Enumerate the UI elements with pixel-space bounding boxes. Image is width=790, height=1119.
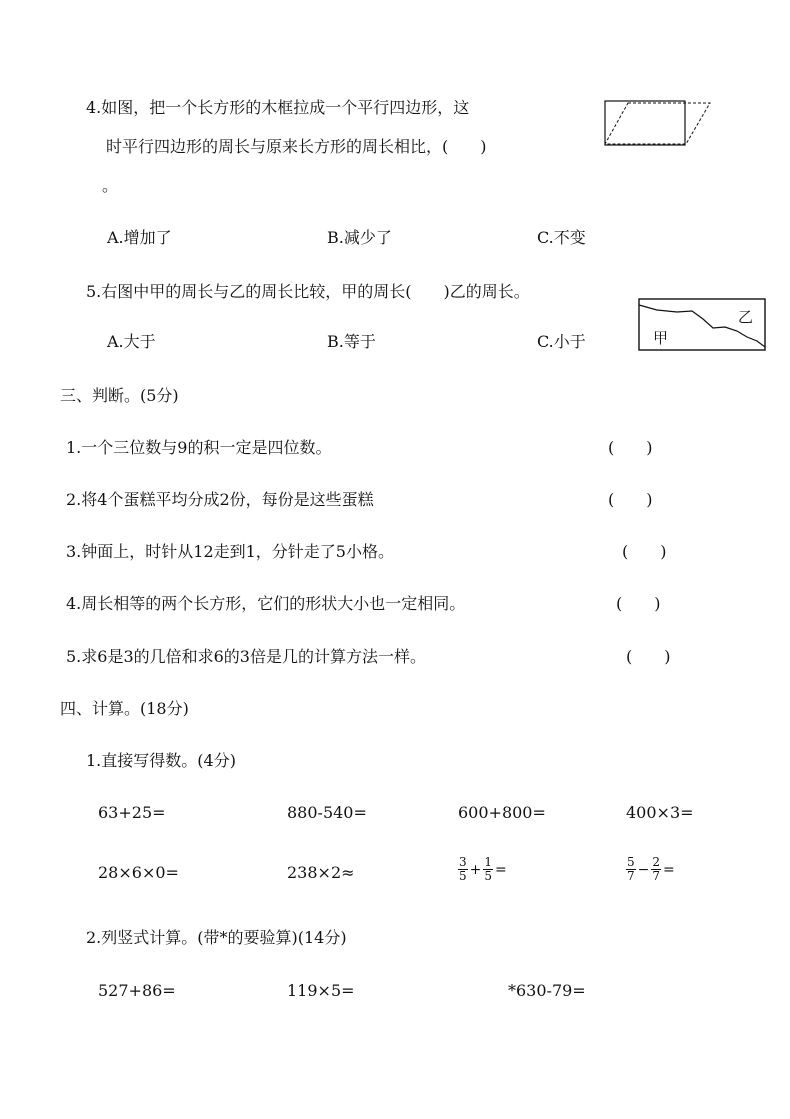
calc-r3-c3: *630-79= [508,981,586,1000]
q4-text-line3: 。 [102,176,119,195]
s3-item1-blank: ( ) [608,438,653,457]
q5-option-c: C.小于 [537,332,586,351]
frac1-operator: + [469,861,482,878]
frac1-denominator-2: 5 [484,869,493,883]
frac1-numerator-2: 1 [484,855,493,869]
frac2-numerator-1: 5 [627,855,635,869]
q4-text-line1: 4.如图，把一个长方形的木框拉成一个平行四边形，这 [86,98,470,117]
section4-title: 四、计算。(18分) [60,699,189,718]
fraction-expression-1 [458,856,509,883]
q4-option-a: A.增加了 [107,228,172,247]
calc-r1-c2: 880-540= [287,803,367,822]
calc-r1-c3: 600+800= [458,803,546,822]
q4-option-c: C.不变 [537,228,586,247]
q4-option-b: B.减少了 [327,228,392,247]
q4-text-line2: 时平行四边形的周长与原来长方形的周长相比，( ) [106,137,487,156]
frac2-operator: − [637,861,650,878]
calc-r3-c2: 119×5= [287,981,355,1000]
s3-item5-text: 5.求6是3的几倍和求6的3倍是几的计算方法一样。 [66,647,426,666]
frac2-numerator-2: 2 [652,855,661,869]
s3-item4-text: 4.周长相等的两个长方形，它们的形状大小也一定相同。 [66,594,466,613]
s3-item5-blank: ( ) [626,647,671,666]
s3-item3-blank: ( ) [622,542,667,561]
yi-label: 乙 [738,308,754,326]
frac1-equals: = [495,861,507,878]
calc-r2-c2: 238×2≈ [287,863,355,882]
q5-text: 5.右图中甲的周长与乙的周长比较，甲的周长( )乙的周长。 [86,282,530,301]
q5-option-b: B.等于 [327,332,376,351]
frac2-equals: = [663,861,675,878]
calc-r1-c4: 400×3= [626,803,694,822]
s3-item2-blank: ( ) [608,490,653,509]
rectangle-parallelogram-figure [600,98,715,148]
q5-option-a: A.大于 [107,332,156,351]
calc-r2-c1: 28×6×0= [98,863,179,882]
frac1-denominator-1: 5 [459,869,467,883]
s3-item3-text: 3.钟面上，时针从12走到1，分针走了5小格。 [66,542,394,561]
jia-yi-figure [637,297,769,353]
frac2-denominator-2: 7 [652,869,661,883]
s3-item2-text: 2.将4个蛋糕平均分成2份，每份是这些蛋糕 [66,490,374,509]
s4-sub1-title: 1.直接写得数。(4分) [86,751,236,770]
s4-sub2-title: 2.列竖式计算。(带*的要验算)(14分) [86,928,347,947]
frac2-denominator-1: 7 [627,869,635,883]
section3-title: 三、判断。(5分) [60,386,179,405]
calc-r1-c1: 63+25= [98,803,166,822]
fraction-expression-2 [626,856,677,883]
jia-label: 甲 [653,329,669,347]
s3-item1-text: 1.一个三位数与9的积一定是四位数。 [66,438,332,457]
s3-item4-blank: ( ) [616,594,661,613]
calc-r3-c1: 527+86= [98,981,176,1000]
frac1-numerator-1: 3 [459,855,467,869]
